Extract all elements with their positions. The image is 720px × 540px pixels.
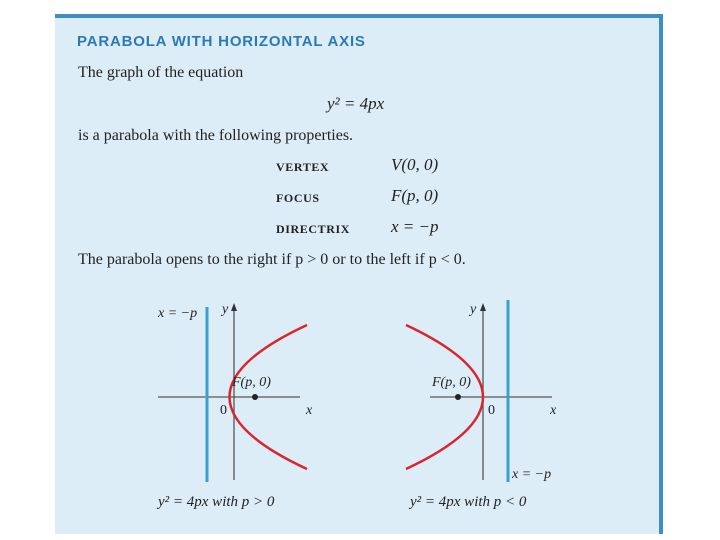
focus-label: F(p, 0): [232, 375, 271, 390]
y-axis-arrow: [480, 303, 486, 311]
y-axis-label: y: [470, 302, 477, 317]
intro-text: The graph of the equation: [78, 64, 244, 81]
box-heading: PARABOLA WITH HORIZONTAL AXIS: [77, 33, 366, 50]
focus-label: FOCUS: [276, 191, 320, 205]
focus-point: [455, 394, 461, 400]
main-equation: y² = 4px: [327, 94, 385, 113]
graph-p-negative: [400, 295, 580, 490]
is-parabola-text: is a parabola with the following properties.: [78, 127, 354, 144]
vertex-value: V(0, 0): [391, 155, 439, 174]
y-axis-label: y: [222, 302, 229, 317]
origin-label: 0: [488, 403, 495, 418]
y-axis-arrow: [231, 303, 237, 311]
caption-p-positive: y² = 4px with p > 0: [158, 494, 275, 510]
focus-label: F(p, 0): [432, 375, 471, 390]
directrix-label: x = −p: [158, 306, 198, 321]
focus-value: F(p, 0): [391, 186, 439, 205]
caption-p-negative: y² = 4px with p < 0: [410, 494, 527, 510]
x-axis-label: x: [550, 403, 557, 418]
opens-text: The parabola opens to the right if p > 0 or to the left if p < 0.: [78, 251, 466, 268]
graph-p-positive: [150, 295, 330, 490]
directrix-label: DIRECTRIX: [276, 222, 351, 236]
x-axis-label: x: [306, 403, 313, 418]
directrix-label: x = −p: [512, 467, 552, 482]
directrix-value: x = −p: [391, 217, 439, 236]
focus-point: [252, 394, 258, 400]
vertex-label: VERTEX: [276, 160, 330, 174]
origin-label: 0: [220, 403, 227, 418]
